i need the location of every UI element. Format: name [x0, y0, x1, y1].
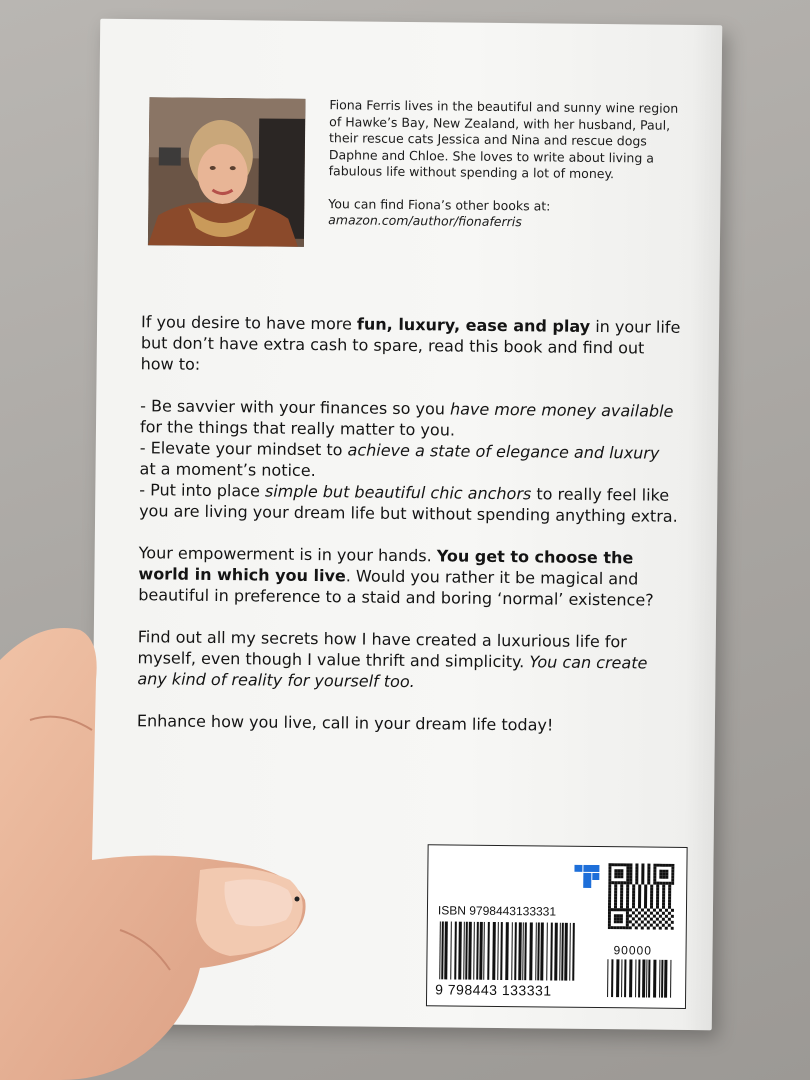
blurb-bullet-1: [140, 395, 680, 443]
blurb-bullet-2: [139, 437, 679, 485]
spine-edge: [682, 25, 723, 1030]
holding-hand: [0, 600, 360, 1080]
author-books-link: amazon.com/author/fionaferris: [328, 212, 522, 230]
isbn-barcode-box: [426, 844, 688, 1009]
blurb-p1-text-end: in your life but don’t have extra cash to spare, read this book and find out how to:: [140, 316, 681, 374]
blurb-bullet-3: [139, 479, 679, 527]
blurb-p1-text: If you desire to have more: [141, 312, 358, 334]
isbn-label: ISBN 9798443133331: [437, 903, 557, 919]
bullet-3-text-end: to really feel like you are living your dream life but without spending anything extra.: [139, 484, 678, 526]
bullet-2-emphasis: achieve a state of elegance and luxury: [347, 440, 660, 463]
price-barcode-icon: [605, 959, 675, 998]
blurb-p1-emphasis: fun, luxury, ease and play: [356, 314, 591, 336]
blurb-p3-text: Find out all my secrets how I have created a luxurious life for myself, even though I value thrift and simplicity.: [137, 627, 627, 672]
bullet-3-emphasis: simple but beautiful chic anchors: [264, 481, 532, 504]
blurb-p2-text-end: . Would you rather it be magical and beautiful in preference to a staid and boring ‘normal’ existence?: [138, 566, 654, 610]
blurb-paragraph-1: [141, 311, 682, 380]
author-books-info: [328, 196, 678, 233]
author-portrait-image: [148, 97, 306, 247]
bullet-2-text-end: at a moment’s notice.: [139, 459, 316, 481]
author-bio: [328, 97, 680, 248]
blurb-bullet-list: [139, 395, 680, 527]
bullet-3-text: - Put into place: [139, 480, 266, 501]
blurb-closing-line: Enhance how you live, call in your dream life today!: [136, 711, 554, 735]
bullet-1-text: - Be savvier with your finances so you: [140, 396, 451, 419]
author-books-label: You can find Fiona’s other books at:: [328, 195, 551, 213]
price-code: 90000: [613, 943, 652, 958]
isbn-barcode-icon: [437, 921, 578, 980]
blurb-p3-emphasis: You can create any kind of reality for yourself too.: [137, 652, 648, 692]
publisher-logo-icon: [574, 865, 600, 889]
blurb-p2-emphasis: You get to choose the world in which you live: [138, 546, 634, 586]
bullet-1-text-end: for the things that really matter to you.: [139, 417, 456, 440]
bullet-2-text: - Elevate your mindset to: [139, 438, 348, 460]
author-bio-text: Fiona Ferris lives in the beautiful and sunny wine region of Hawke’s Bay, New Zealand, with her husband, Paul, their rescue cats Jessica and Nina and rescue dogs Daphne and Chloe. She loves to write about living a fabulous life without spending a lot of money.: [328, 97, 679, 182]
blurb-p2-text: Your empowerment is in your hands.: [138, 543, 437, 566]
author-photo: [148, 97, 306, 247]
bullet-1-emphasis: have more money available: [449, 399, 674, 421]
barcode-digits: 9 798443 133331: [435, 981, 552, 999]
qr-code-icon: [608, 863, 675, 930]
